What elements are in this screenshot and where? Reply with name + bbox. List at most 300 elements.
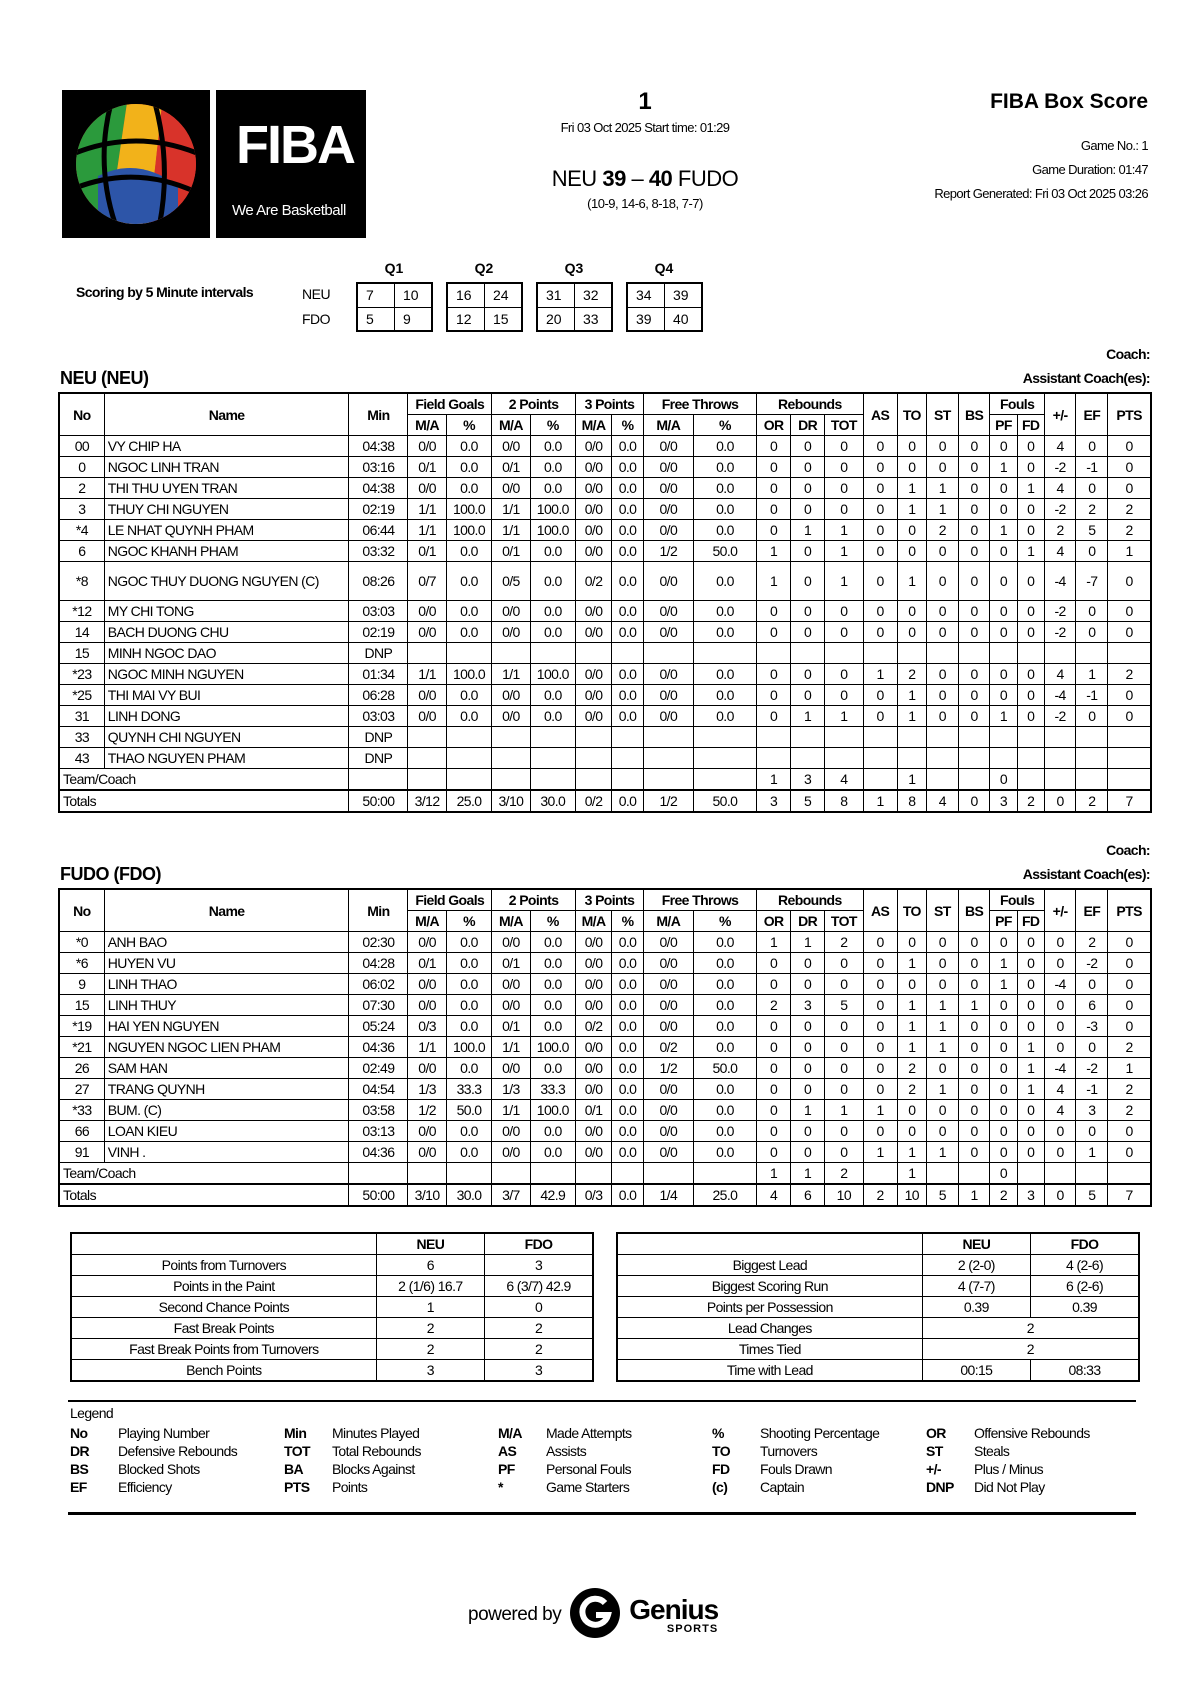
summary-header-row: [71, 1233, 593, 1255]
stat-cell: 0: [927, 1121, 959, 1142]
player-name: LINH THUY: [104, 995, 349, 1016]
legend-column: [70, 1424, 237, 1496]
team-coach-cell: [575, 1163, 611, 1185]
team-coach-cell: [492, 1163, 531, 1185]
totals-cell: 7: [1108, 790, 1151, 812]
stat-cell: 0/0: [575, 457, 611, 478]
player-number: 66: [59, 1121, 104, 1142]
interval-cell-fdo: 9: [395, 307, 431, 330]
stat-cell: 0: [863, 499, 897, 520]
stat-cell: 0: [825, 685, 864, 706]
stat-cell: [927, 643, 959, 664]
stat-cell: 0: [958, 1142, 990, 1163]
stat-cell: 0: [1108, 685, 1151, 706]
summary-value-neu: 00:15: [922, 1360, 1030, 1382]
stat-cell: 0/1: [408, 457, 447, 478]
legend-column: [926, 1424, 1090, 1496]
player-number: *4: [59, 520, 104, 541]
stat-cell: 0/0: [408, 1121, 447, 1142]
stat-cell: 0: [1017, 685, 1044, 706]
legend-abbr: TO: [712, 1443, 730, 1459]
stat-cell: 0/1: [408, 953, 447, 974]
stat-cell: -1: [1076, 685, 1108, 706]
stat-cell: 0: [863, 706, 897, 727]
stat-cell: 1/2: [643, 1058, 693, 1079]
stat-cell: 0/0: [643, 932, 693, 953]
stat-cell: 0/2: [643, 1037, 693, 1058]
stat-cell: 0/0: [575, 1058, 611, 1079]
stat-cell: 0: [927, 1058, 959, 1079]
stat-cell: 4: [1044, 1079, 1076, 1100]
stat-cell: [791, 727, 825, 748]
legend-abbr: FD: [712, 1461, 730, 1477]
stat-cell: 1: [825, 520, 864, 541]
stat-cell: 1: [825, 541, 864, 562]
stat-cell: 0: [863, 520, 897, 541]
stat-cell: 0.0: [446, 562, 491, 601]
stat-cell: 0: [990, 601, 1017, 622]
stat-cell: 0/0: [575, 1142, 611, 1163]
stat-cell: 0.0: [612, 685, 644, 706]
stat-cell: 0: [1044, 1121, 1076, 1142]
stat-cell: 0: [757, 1079, 791, 1100]
stat-cell: 0.0: [693, 499, 756, 520]
summary-label: Points from Turnovers: [71, 1255, 376, 1276]
legend-meaning: Playing Number: [118, 1425, 210, 1441]
stat-cell: 0/0: [408, 1142, 447, 1163]
stat-cell: 0: [1076, 622, 1108, 643]
stat-cell: 0: [863, 1037, 897, 1058]
totals-cell: 3/10: [492, 790, 531, 812]
stat-cell: 0: [1076, 974, 1108, 995]
stat-cell: 03:58: [349, 1100, 408, 1121]
stat-cell: 0: [958, 601, 990, 622]
stat-cell: 1: [897, 499, 926, 520]
stat-cell: 02:19: [349, 499, 408, 520]
legend-abbr: BS: [70, 1461, 89, 1477]
stat-cell: 0: [958, 1079, 990, 1100]
col-3-points: 3 Points: [575, 889, 643, 911]
stat-cell: 0/0: [575, 685, 611, 706]
stat-cell: [791, 643, 825, 664]
stat-cell: 0/1: [492, 457, 531, 478]
player-name: HAI YEN NGUYEN: [104, 1016, 349, 1037]
stat-cell: 03:03: [349, 706, 408, 727]
stat-cell: 1: [1108, 1058, 1151, 1079]
stat-cell: [575, 748, 611, 769]
legend-meaning: Minutes Played: [332, 1425, 420, 1441]
stat-cell: 0: [863, 1121, 897, 1142]
stat-cell: 0/0: [408, 995, 447, 1016]
legend-abbr: ST: [926, 1443, 943, 1459]
stat-cell: 0: [958, 622, 990, 643]
stat-cell: 0: [927, 622, 959, 643]
sub-ma: M/A: [643, 911, 693, 932]
totals-cell: 3: [757, 790, 791, 812]
stat-cell: 0.0: [693, 622, 756, 643]
stat-cell: 0.0: [530, 706, 575, 727]
stat-cell: 0: [791, 664, 825, 685]
stat-cell: 1: [791, 706, 825, 727]
summary-value-neu: 2: [376, 1339, 484, 1360]
legend-abbr: +/-: [926, 1461, 941, 1477]
stat-cell: 0: [927, 601, 959, 622]
stat-cell: 1: [897, 1142, 926, 1163]
neu-team-name: NEU (NEU): [60, 368, 149, 388]
stat-cell: 0.0: [612, 1100, 644, 1121]
stat-cell: 1: [927, 995, 959, 1016]
stat-cell: 0.0: [612, 974, 644, 995]
stat-cell: 0.0: [612, 932, 644, 953]
stat-cell: [1108, 643, 1151, 664]
summary-row: [71, 1276, 593, 1297]
summary-label: Time with Lead: [617, 1360, 922, 1382]
stat-cell: -4: [1044, 562, 1076, 601]
player-row: [59, 436, 1151, 457]
team-coach-cell: [927, 1163, 959, 1185]
team-coach-cell: [349, 1163, 408, 1185]
stat-cell: 0: [897, 974, 926, 995]
player-number: *33: [59, 1100, 104, 1121]
stat-cell: 0.0: [446, 706, 491, 727]
stat-cell: [791, 748, 825, 769]
stat-cell: 0: [825, 1016, 864, 1037]
stat-cell: 0/0: [643, 974, 693, 995]
stat-cell: 0: [1017, 499, 1044, 520]
legend-meaning: Captain: [760, 1479, 805, 1495]
stat-cell: -4: [1044, 685, 1076, 706]
totals-cell: 5: [1076, 1184, 1108, 1206]
stat-cell: 2: [1076, 932, 1108, 953]
legend-top-rule: [68, 1400, 1136, 1402]
stat-cell: [612, 727, 644, 748]
stat-cell: 0: [958, 436, 990, 457]
stat-cell: 0: [863, 622, 897, 643]
stat-cell: 0: [990, 1142, 1017, 1163]
stat-cell: 2: [757, 995, 791, 1016]
stat-cell: 100.0: [446, 499, 491, 520]
stat-cell: 1: [990, 706, 1017, 727]
player-row: [59, 748, 1151, 769]
player-row: [59, 541, 1151, 562]
stat-cell: 05:24: [349, 1016, 408, 1037]
stat-cell: 0.0: [612, 601, 644, 622]
player-number: *21: [59, 1037, 104, 1058]
totals-cell: 4: [927, 790, 959, 812]
player-row: [59, 974, 1151, 995]
player-name: MY CHI TONG: [104, 601, 349, 622]
stat-cell: 0: [927, 953, 959, 974]
stat-cell: 0/0: [643, 664, 693, 685]
totals-cell: 5: [791, 790, 825, 812]
col-min: Min: [349, 393, 408, 436]
totals-label: Totals: [59, 1184, 349, 1206]
legend-meaning: Points: [332, 1479, 368, 1495]
stat-cell: 0: [1044, 1016, 1076, 1037]
legend-entry: [498, 1460, 632, 1478]
col-field-goals: Field Goals: [408, 393, 492, 415]
stat-cell: 0: [791, 499, 825, 520]
stat-cell: 0/0: [575, 953, 611, 974]
player-row: [59, 499, 1151, 520]
stat-cell: 02:19: [349, 622, 408, 643]
stat-cell: 0.0: [612, 995, 644, 1016]
stat-cell: 0: [990, 1079, 1017, 1100]
stat-cell: -2: [1044, 601, 1076, 622]
stat-cell: 0.0: [446, 478, 491, 499]
stat-cell: 03:32: [349, 541, 408, 562]
stat-cell: 2: [1076, 499, 1108, 520]
interval-cell-neu: 24: [493, 287, 509, 303]
stat-cell: 0.0: [530, 436, 575, 457]
sub-ma: M/A: [575, 415, 611, 436]
legend-entry: [712, 1424, 879, 1442]
stat-cell: 0.0: [612, 499, 644, 520]
stat-cell: 1/1: [408, 520, 447, 541]
stat-cell: 0/0: [492, 622, 531, 643]
stat-cell: [1108, 727, 1151, 748]
away-score: 40: [648, 166, 673, 191]
stat-cell: 0: [897, 520, 926, 541]
interval-box: [356, 282, 433, 332]
summary-value-fdo: 2: [485, 1318, 593, 1339]
col-name: Name: [104, 393, 349, 436]
stat-cell: 0/2: [575, 562, 611, 601]
stat-cell: 0: [863, 562, 897, 601]
summary-row: [71, 1318, 593, 1339]
col-pts: PTS: [1108, 889, 1151, 932]
stat-cell: 0/0: [643, 706, 693, 727]
player-row: [59, 685, 1151, 706]
stat-cell: 1: [825, 706, 864, 727]
stat-cell: 0: [927, 562, 959, 601]
team-coach-cell: 1: [757, 769, 791, 791]
stat-cell: 0: [927, 541, 959, 562]
stat-cell: 3: [791, 995, 825, 1016]
sub-fd: FD: [1017, 415, 1044, 436]
totals-cell: 3/12: [408, 790, 447, 812]
stat-cell: 0: [757, 1100, 791, 1121]
stat-cell: [446, 727, 491, 748]
totals-cell: 3: [1017, 1184, 1044, 1206]
stat-cell: 0: [863, 436, 897, 457]
stat-cell: 0: [825, 1079, 864, 1100]
interval-cell-fdo: 5: [358, 307, 394, 330]
stat-cell: 1: [897, 1037, 926, 1058]
stat-cell: 0: [1017, 1142, 1044, 1163]
stat-cell: 0.0: [612, 953, 644, 974]
totals-cell: 0: [958, 790, 990, 812]
stat-cell: 50.0: [693, 541, 756, 562]
legend-meaning: Shooting Percentage: [760, 1425, 880, 1441]
team-coach-cell: [446, 769, 491, 791]
stat-cell: 0: [990, 995, 1017, 1016]
sub-ma: M/A: [408, 415, 447, 436]
stat-cell: 0/0: [643, 457, 693, 478]
stat-cell: 0: [1017, 706, 1044, 727]
stat-cell: 1/1: [492, 520, 531, 541]
stat-cell: 0.0: [693, 520, 756, 541]
stat-cell: 0/0: [643, 685, 693, 706]
stat-cell: 0: [825, 1037, 864, 1058]
stat-cell: 0: [897, 436, 926, 457]
stat-cell: 0.0: [446, 622, 491, 643]
sub-pct: %: [530, 415, 575, 436]
player-number: *19: [59, 1016, 104, 1037]
stat-cell: [757, 643, 791, 664]
fiba-wordmark: [216, 90, 366, 238]
stat-cell: 0/0: [575, 1037, 611, 1058]
stat-cell: [530, 727, 575, 748]
stat-cell: 0: [1076, 436, 1108, 457]
stat-cell: [863, 727, 897, 748]
stat-cell: 1: [897, 953, 926, 974]
stat-cell: [492, 727, 531, 748]
stat-cell: 0.0: [693, 601, 756, 622]
stat-cell: -2: [1044, 457, 1076, 478]
stat-cell: 0.0: [530, 541, 575, 562]
sub-pct: %: [446, 911, 491, 932]
stat-cell: 1: [927, 1037, 959, 1058]
stat-cell: 0: [825, 664, 864, 685]
stat-cell: -4: [1044, 1058, 1076, 1079]
stat-cell: 1: [757, 932, 791, 953]
stat-cell: 0.0: [530, 1121, 575, 1142]
totals-row: [59, 790, 1151, 812]
stat-cell: 0.0: [446, 1142, 491, 1163]
player-row: [59, 520, 1151, 541]
stat-cell: 0: [958, 1016, 990, 1037]
sub-pct: %: [693, 415, 756, 436]
stat-cell: 0.0: [612, 541, 644, 562]
team-coach-cell: [530, 769, 575, 791]
sub-ma: M/A: [492, 911, 531, 932]
player-number: 27: [59, 1079, 104, 1100]
stat-cell: 0.0: [693, 436, 756, 457]
stat-cell: 0: [1108, 1142, 1151, 1163]
sub-or: OR: [757, 415, 791, 436]
stat-cell: 0.0: [612, 706, 644, 727]
stat-cell: 0.0: [693, 685, 756, 706]
team-coach-cell: [693, 769, 756, 791]
player-row: [59, 1037, 1151, 1058]
stat-cell: 0: [791, 541, 825, 562]
totals-cell: 25.0: [446, 790, 491, 812]
team-coach-cell: 1: [757, 1163, 791, 1185]
stat-cell: 1/1: [408, 664, 447, 685]
interval-cell-neu: 39: [673, 287, 689, 303]
totals-cell: 8: [825, 790, 864, 812]
stat-cell: 0: [791, 953, 825, 974]
stat-cell: 0: [990, 1100, 1017, 1121]
player-number: 14: [59, 622, 104, 643]
totals-cell: 5: [927, 1184, 959, 1206]
stat-cell: 0: [1017, 436, 1044, 457]
stat-cell: 0: [1076, 601, 1108, 622]
player-name: NGOC MINH NGUYEN: [104, 664, 349, 685]
sub-pct: %: [446, 415, 491, 436]
stat-cell: 0/2: [575, 1016, 611, 1037]
stat-cell: 0: [958, 541, 990, 562]
stat-cell: 0.0: [693, 706, 756, 727]
stat-cell: [1076, 727, 1108, 748]
stat-cell: 0/0: [575, 664, 611, 685]
stat-cell: 2: [897, 1079, 926, 1100]
stat-cell: 0: [757, 1058, 791, 1079]
stat-cell: 0: [1108, 706, 1151, 727]
stat-cell: 0: [897, 932, 926, 953]
stat-cell: 0.0: [612, 622, 644, 643]
stat-cell: 0: [757, 436, 791, 457]
summary-value-fdo: 4 (2-6): [1031, 1255, 1139, 1276]
player-number: 15: [59, 995, 104, 1016]
summary-head-neu: NEU: [922, 1233, 1030, 1255]
legend-abbr: TOT: [284, 1443, 310, 1459]
summary-value-neu: 2 (1/6) 16.7: [376, 1276, 484, 1297]
player-name: VY CHIP HA: [104, 436, 349, 457]
stat-cell: 0: [1108, 1016, 1151, 1037]
totals-cell: 42.9: [530, 1184, 575, 1206]
stat-cell: 0: [927, 457, 959, 478]
stat-cell: 0/5: [492, 562, 531, 601]
stat-cell: 0: [757, 1016, 791, 1037]
stat-cell: 0/0: [643, 436, 693, 457]
totals-cell: 6: [791, 1184, 825, 1206]
stat-cell: 0.0: [693, 1016, 756, 1037]
sub-fd: FD: [1017, 911, 1044, 932]
col-plus-minus: +/-: [1044, 393, 1076, 436]
legend-column: [284, 1424, 421, 1496]
summary-row: [617, 1339, 1139, 1360]
stat-cell: 100.0: [530, 499, 575, 520]
stat-cell: 0.0: [612, 457, 644, 478]
stat-cell: 0: [1017, 974, 1044, 995]
legend-entry: [70, 1442, 237, 1460]
sub-dr: DR: [791, 415, 825, 436]
stat-cell: 0/7: [408, 562, 447, 601]
summary-row: [617, 1276, 1139, 1297]
stat-cell: 0/0: [492, 1121, 531, 1142]
legend-abbr: %: [712, 1425, 724, 1441]
summary-value: 2: [922, 1318, 1139, 1339]
header-row: [59, 393, 1151, 415]
stat-cell: 03:16: [349, 457, 408, 478]
player-row: [59, 1121, 1151, 1142]
player-row: [59, 457, 1151, 478]
summary-value-fdo: 0.39: [1031, 1297, 1139, 1318]
stat-cell: 0: [1017, 601, 1044, 622]
stat-cell: 1: [897, 706, 926, 727]
stat-cell: 0/0: [643, 601, 693, 622]
player-number: *25: [59, 685, 104, 706]
game-number: 1: [638, 88, 652, 115]
stat-cell: 100.0: [530, 1037, 575, 1058]
stat-cell: 04:54: [349, 1079, 408, 1100]
totals-cell: 3: [990, 790, 1017, 812]
stat-cell: 0/0: [643, 562, 693, 601]
legend-entry: [498, 1442, 632, 1460]
stat-cell: 0/0: [408, 601, 447, 622]
player-name: SAM HAN: [104, 1058, 349, 1079]
stat-cell: -2: [1044, 499, 1076, 520]
summary-label: Second Chance Points: [71, 1297, 376, 1318]
stat-cell: [757, 748, 791, 769]
team-coach-cell: [693, 1163, 756, 1185]
report-title: FIBA Box Score: [990, 90, 1148, 113]
stat-cell: 0: [863, 1016, 897, 1037]
team-coach-cell: [863, 769, 897, 791]
stat-cell: 1: [990, 457, 1017, 478]
